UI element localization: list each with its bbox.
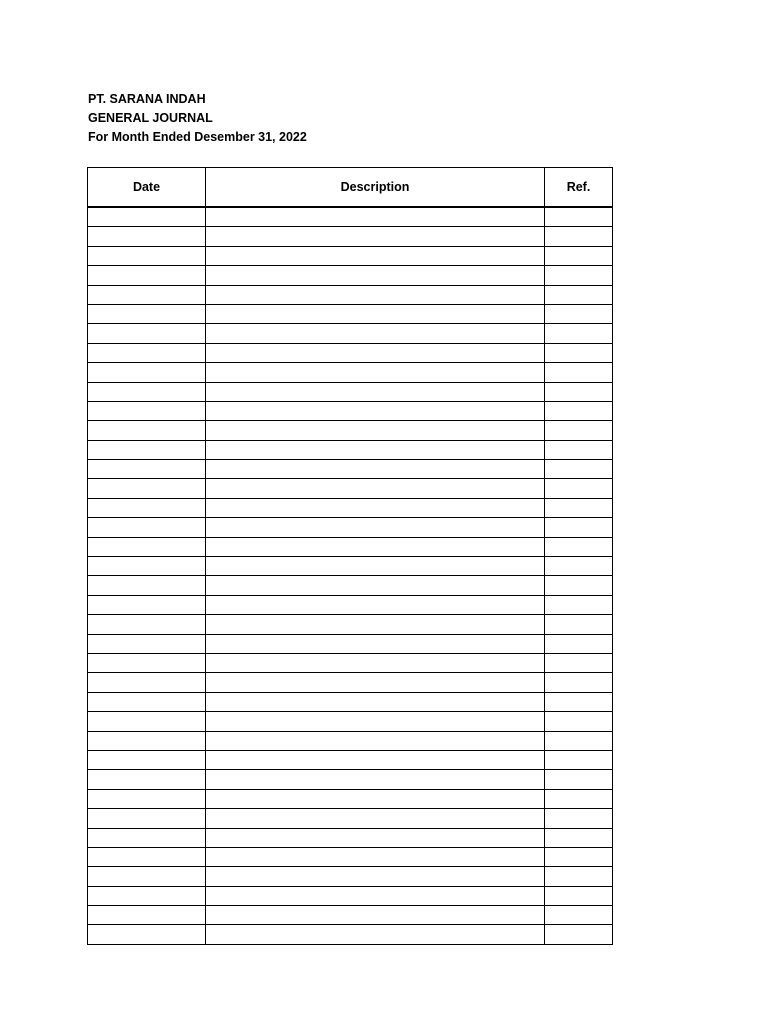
description-cell xyxy=(206,382,545,401)
table-row xyxy=(88,227,613,246)
table-row xyxy=(88,867,613,886)
company-name: PT. SARANA INDAH xyxy=(88,92,206,106)
date-cell xyxy=(88,867,206,886)
date-cell xyxy=(88,557,206,576)
table-row xyxy=(88,246,613,265)
description-cell xyxy=(206,886,545,905)
table-row xyxy=(88,673,613,692)
date-cell xyxy=(88,789,206,808)
date-cell xyxy=(88,479,206,498)
ref-cell xyxy=(545,537,613,556)
table-row xyxy=(88,653,613,672)
description-cell xyxy=(206,479,545,498)
description-cell xyxy=(206,750,545,769)
description-cell xyxy=(206,557,545,576)
description-cell xyxy=(206,227,545,246)
ref-cell xyxy=(545,886,613,905)
ref-cell xyxy=(545,770,613,789)
date-cell xyxy=(88,634,206,653)
date-cell xyxy=(88,246,206,265)
description-cell xyxy=(206,266,545,285)
table-row xyxy=(88,363,613,382)
ref-cell xyxy=(545,382,613,401)
table-row xyxy=(88,731,613,750)
table-row xyxy=(88,576,613,595)
description-cell xyxy=(206,673,545,692)
table-row xyxy=(88,809,613,828)
document-header xyxy=(88,90,307,147)
description-cell xyxy=(206,537,545,556)
table-row xyxy=(88,537,613,556)
table-row xyxy=(88,304,613,323)
description-cell xyxy=(206,421,545,440)
description-cell xyxy=(206,731,545,750)
description-cell xyxy=(206,692,545,711)
table-row xyxy=(88,382,613,401)
description-cell xyxy=(206,518,545,537)
description-cell xyxy=(206,828,545,847)
ref-cell xyxy=(545,595,613,614)
description-cell xyxy=(206,285,545,304)
date-cell xyxy=(88,595,206,614)
ref-cell xyxy=(545,421,613,440)
description-cell xyxy=(206,324,545,343)
table-row xyxy=(88,770,613,789)
description-cell xyxy=(206,925,545,944)
ref-cell xyxy=(545,576,613,595)
table-row xyxy=(88,401,613,420)
table-row xyxy=(88,886,613,905)
date-cell xyxy=(88,906,206,925)
date-cell xyxy=(88,770,206,789)
date-cell xyxy=(88,750,206,769)
date-cell xyxy=(88,925,206,944)
ref-cell xyxy=(545,847,613,866)
ref-cell xyxy=(545,828,613,847)
description-cell xyxy=(206,906,545,925)
description-cell xyxy=(206,498,545,517)
ref-cell xyxy=(545,731,613,750)
date-cell xyxy=(88,809,206,828)
table-row xyxy=(88,324,613,343)
date-cell xyxy=(88,266,206,285)
description-cell xyxy=(206,595,545,614)
column-header-date: Date xyxy=(88,168,206,208)
description-cell xyxy=(206,363,545,382)
ref-cell xyxy=(545,285,613,304)
description-cell xyxy=(206,615,545,634)
date-cell xyxy=(88,440,206,459)
ref-cell xyxy=(545,460,613,479)
ref-cell xyxy=(545,867,613,886)
date-cell xyxy=(88,324,206,343)
date-cell xyxy=(88,653,206,672)
date-cell xyxy=(88,615,206,634)
ref-cell xyxy=(545,207,613,227)
description-cell xyxy=(206,440,545,459)
table-row xyxy=(88,925,613,944)
journal-title: GENERAL JOURNAL xyxy=(88,111,213,125)
date-cell xyxy=(88,207,206,227)
description-cell xyxy=(206,343,545,362)
table-row xyxy=(88,440,613,459)
date-cell xyxy=(88,828,206,847)
description-cell xyxy=(206,789,545,808)
table-row xyxy=(88,498,613,517)
description-cell xyxy=(206,712,545,731)
table-row xyxy=(88,789,613,808)
date-cell xyxy=(88,285,206,304)
ref-cell xyxy=(545,692,613,711)
description-cell xyxy=(206,304,545,323)
description-cell xyxy=(206,634,545,653)
general-journal-table xyxy=(87,167,613,945)
table-row xyxy=(88,343,613,362)
column-header-description: Description xyxy=(206,168,545,208)
ref-cell xyxy=(545,712,613,731)
description-cell xyxy=(206,401,545,420)
description-cell xyxy=(206,653,545,672)
journal-period: For Month Ended Desember 31, 2022 xyxy=(88,130,307,144)
description-cell xyxy=(206,246,545,265)
date-cell xyxy=(88,576,206,595)
description-cell xyxy=(206,207,545,227)
table-row xyxy=(88,285,613,304)
journal-body xyxy=(88,207,613,944)
table-row xyxy=(88,460,613,479)
description-cell xyxy=(206,576,545,595)
ref-cell xyxy=(545,673,613,692)
ref-cell xyxy=(545,227,613,246)
table-row xyxy=(88,479,613,498)
date-cell xyxy=(88,343,206,362)
table-row xyxy=(88,906,613,925)
ref-cell xyxy=(545,925,613,944)
date-cell xyxy=(88,731,206,750)
table-row xyxy=(88,847,613,866)
date-cell xyxy=(88,537,206,556)
ref-cell xyxy=(545,363,613,382)
date-cell xyxy=(88,498,206,517)
table-row xyxy=(88,634,613,653)
ref-cell xyxy=(545,266,613,285)
ref-cell xyxy=(545,789,613,808)
date-cell xyxy=(88,460,206,479)
table-row xyxy=(88,828,613,847)
ref-cell xyxy=(545,401,613,420)
date-cell xyxy=(88,847,206,866)
date-cell xyxy=(88,712,206,731)
table-row xyxy=(88,421,613,440)
description-cell xyxy=(206,460,545,479)
ref-cell xyxy=(545,750,613,769)
table-row xyxy=(88,692,613,711)
date-cell xyxy=(88,692,206,711)
ref-cell xyxy=(545,324,613,343)
date-cell xyxy=(88,401,206,420)
ref-cell xyxy=(545,304,613,323)
ref-cell xyxy=(545,479,613,498)
column-header-ref: Ref. xyxy=(545,168,613,208)
description-cell xyxy=(206,770,545,789)
table-row xyxy=(88,266,613,285)
ref-cell xyxy=(545,343,613,362)
table-row xyxy=(88,615,613,634)
ref-cell xyxy=(545,809,613,828)
ref-cell xyxy=(545,518,613,537)
ref-cell xyxy=(545,498,613,517)
ref-cell xyxy=(545,906,613,925)
ref-cell xyxy=(545,653,613,672)
table-row xyxy=(88,595,613,614)
date-cell xyxy=(88,382,206,401)
ref-cell xyxy=(545,440,613,459)
ref-cell xyxy=(545,246,613,265)
date-cell xyxy=(88,518,206,537)
table-row xyxy=(88,712,613,731)
table-row xyxy=(88,207,613,227)
description-cell xyxy=(206,847,545,866)
description-cell xyxy=(206,867,545,886)
date-cell xyxy=(88,363,206,382)
ref-cell xyxy=(545,634,613,653)
table-row xyxy=(88,557,613,576)
table-header-row xyxy=(88,168,613,208)
date-cell xyxy=(88,886,206,905)
date-cell xyxy=(88,421,206,440)
table-row xyxy=(88,750,613,769)
description-cell xyxy=(206,809,545,828)
date-cell xyxy=(88,304,206,323)
table-row xyxy=(88,518,613,537)
ref-cell xyxy=(545,615,613,634)
date-cell xyxy=(88,673,206,692)
ref-cell xyxy=(545,557,613,576)
date-cell xyxy=(88,227,206,246)
